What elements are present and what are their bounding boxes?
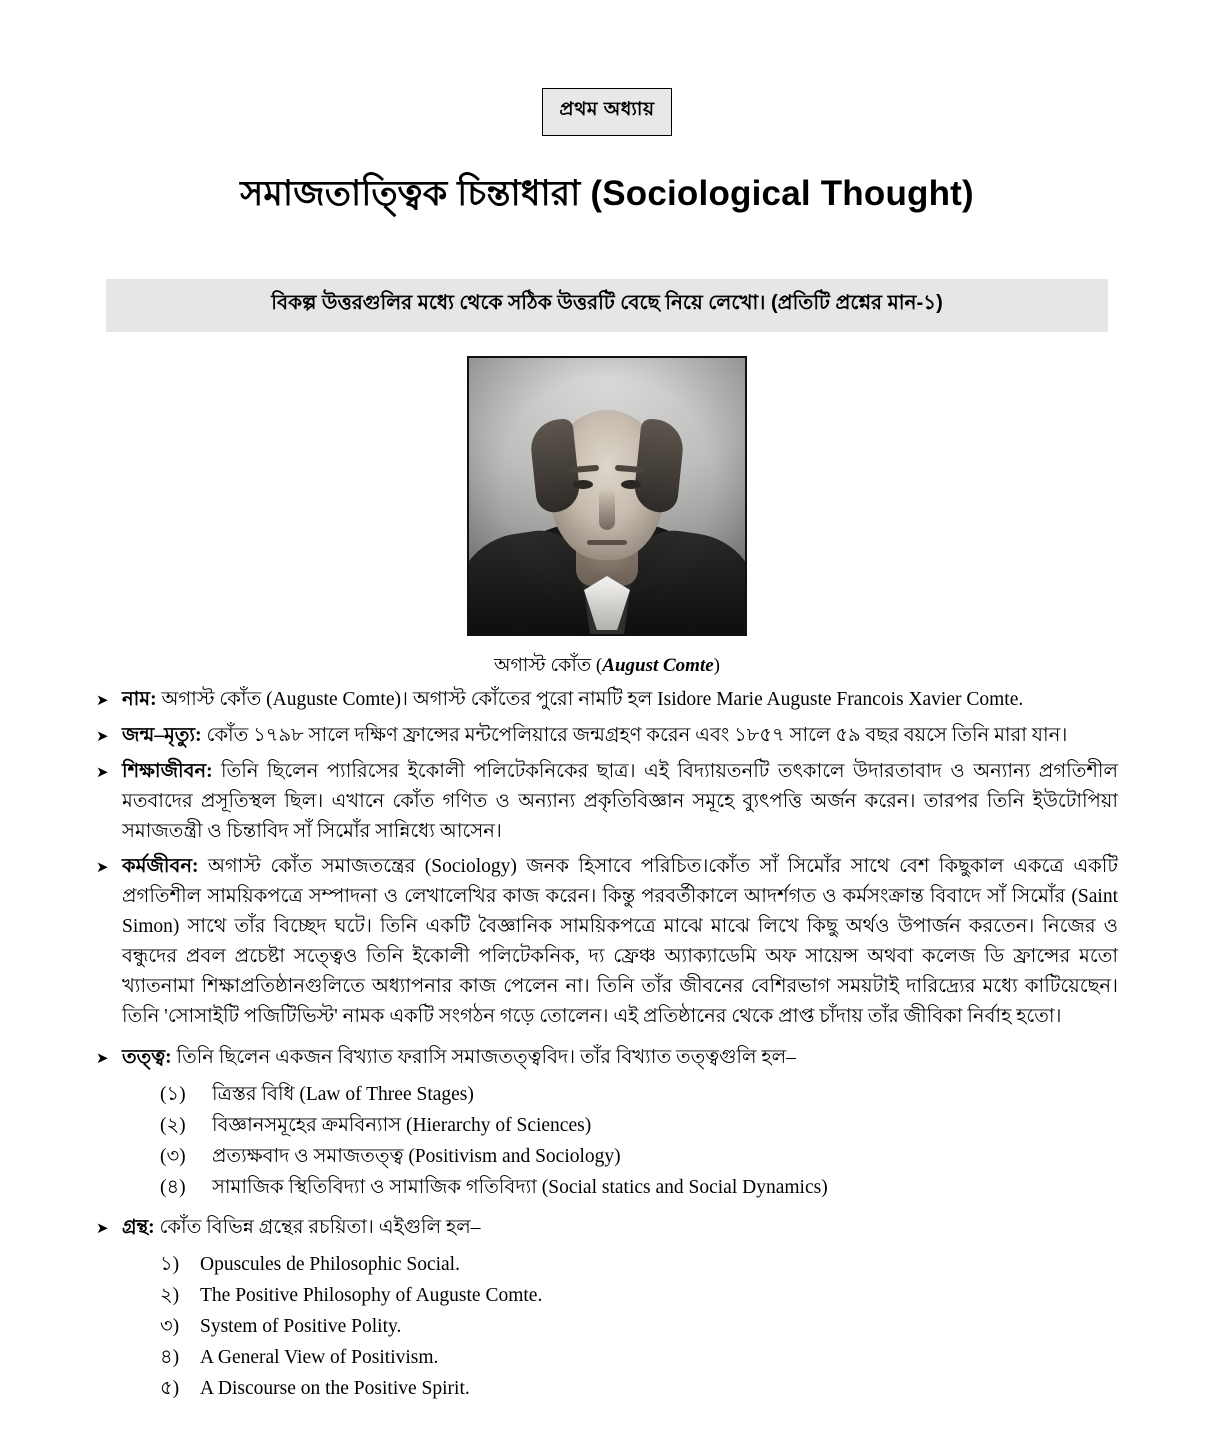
portrait-caption-english: August Comte	[602, 655, 714, 676]
page-title: সমাজতাত্ত্বিক চিন্তাধারা (Sociological Thought)	[240, 174, 974, 213]
sublist-text: বিজ্ঞানসমূহের ক্রমবিন্যাস (Hierarchy of Sciences)	[212, 1115, 592, 1136]
entry-text	[122, 757, 1118, 847]
content-list	[96, 685, 1118, 1404]
sublist-number: ৩)	[160, 1316, 180, 1337]
instruction-banner: বিকল্প উত্তরগুলির মধ্যে থেকে সঠিক উত্তরটি বেছে নিয়ে লেখো। (প্রতিটি প্রশ্নের মান-১)	[106, 279, 1108, 332]
sublist-number: (৪)	[160, 1177, 186, 1198]
portrait-vignette	[469, 358, 745, 634]
list-item	[96, 1213, 1118, 1244]
entry-text	[122, 852, 1118, 1032]
bullet-icon: ➤	[96, 693, 109, 709]
bullet-icon: ➤	[96, 729, 109, 745]
list-item	[96, 685, 1118, 716]
sublist-item	[160, 1172, 1118, 1203]
bullet-icon: ➤	[96, 1051, 109, 1067]
sublist-number: ৫)	[160, 1378, 180, 1399]
entry-label: শিক্ষাজীবন:	[122, 761, 213, 782]
portrait-caption-close: )	[713, 655, 720, 676]
chapter-header	[0, 0, 1214, 136]
sublist-item	[160, 1110, 1118, 1141]
entry-label: জন্ম–মৃত্যু:	[122, 725, 202, 746]
sublist-text: প্রত্যক্ষবাদ ও সমাজতত্ত্ব (Positivism and Sociology)	[212, 1146, 621, 1167]
portrait-block	[0, 356, 1214, 683]
theory-sublist	[160, 1079, 1118, 1203]
sublist-text: ত্রিস্তর বিধি (Law of Three Stages)	[212, 1084, 474, 1105]
bullet-icon: ➤	[96, 765, 109, 781]
entry-body: তিনি ছিলেন প্যারিসের ইকোলী পলিটেকনিকের ছাত্র। এই বিদ্যায়তনটি তৎকালে উদারতাবাদ ও অন্যান্য প্রগতিশীল মতবাদের প্রসূতিস্থল ছিল। এখানে কোঁত গণিত ও অন্যান্য প্রকৃতিবিজ্ঞান সমূহে ব্যুৎপত্তি অর্জন করেন। তারপর তিনি ইউটোপিয়া সমাজতন্ত্রী ও চিন্তাবিদ সাঁ সিমোঁর সান্নিধ্যে আসেন।	[122, 761, 1118, 842]
sublist-text: Opuscules de Philosophic Social.	[200, 1254, 460, 1275]
sublist-text: The Positive Philosophy of Auguste Comte.	[200, 1285, 543, 1306]
chapter-label: প্রথম অধ্যায়	[542, 88, 671, 136]
list-item	[96, 757, 1118, 847]
entry-text	[122, 1213, 1118, 1243]
entry-label: তত্ত্ব:	[122, 1047, 172, 1068]
list-item	[96, 852, 1118, 1032]
sublist-number: ১)	[160, 1254, 180, 1275]
list-item	[96, 1043, 1118, 1074]
portrait-caption	[0, 651, 1214, 683]
portrait-image	[467, 356, 747, 636]
sublist-number: (১)	[160, 1084, 186, 1105]
sublist-item	[160, 1280, 1118, 1311]
sublist-text: A Discourse on the Positive Spirit.	[200, 1378, 470, 1399]
sublist-text: সামাজিক স্থিতিবিদ্যা ও সামাজিক গতিবিদ্যা (Social statics and Social Dynamics)	[212, 1177, 828, 1198]
sublist-item	[160, 1249, 1118, 1280]
entry-body: অগাস্ট কোঁত (Auguste Comte)। অগাস্ট কোঁতের পুরো নামটি হল Isidore Marie Auguste Francois Xavier Comte.	[156, 689, 1024, 710]
sublist-text: System of Positive Polity.	[200, 1316, 402, 1337]
list-item	[96, 721, 1118, 752]
sublist-number: (২)	[160, 1115, 186, 1136]
bullet-icon: ➤	[96, 1221, 109, 1237]
bullet-icon: ➤	[96, 860, 109, 876]
entry-label: কর্মজীবন:	[122, 856, 199, 877]
entry-label: নাম:	[122, 689, 157, 710]
sublist-text: A General View of Positivism.	[200, 1347, 439, 1368]
portrait-caption-bengali: অগাস্ট কোঁত (	[494, 655, 603, 676]
sublist-item	[160, 1079, 1118, 1110]
sublist-number: ২)	[160, 1285, 180, 1306]
entry-label: গ্রন্থ:	[122, 1217, 155, 1238]
sublist-item	[160, 1311, 1118, 1342]
entry-body: কোঁত ১৭৯৮ সালে দক্ষিণ ফ্রান্সের মন্টপেলিয়ারে জন্মগ্রহণ করেন এবং ১৮৫৭ সালে ৫৯ বছর বয়সে তিনি মারা যান।	[201, 725, 1068, 746]
sublist-item	[160, 1373, 1118, 1404]
entry-text	[122, 685, 1118, 715]
sublist-item	[160, 1342, 1118, 1373]
entry-body: তিনি ছিলেন একজন বিখ্যাত ফরাসি সমাজতত্ত্ববিদ। তাঁর বিখ্যাত তত্ত্বগুলি হল–	[171, 1047, 796, 1068]
entry-body: কোঁত বিভিন্ন গ্রন্থের রচয়িতা। এইগুলি হল–	[154, 1217, 481, 1238]
sublist-item	[160, 1141, 1118, 1172]
entry-body: অগাস্ট কোঁত সমাজতন্ত্রের (Sociology) জনক হিসাবে পরিচিত।কোঁত সাঁ সিমোঁর সাথে বেশ কিছুকাল একত্রে একটি প্রগতিশীল সাময়িকপত্রে সম্পাদনা ও লেখালেখির কাজ করেন। কিন্তু পরবর্তীকালে আদর্শগত ও কর্মসংক্রান্ত বিবাদে সাঁ সিমোঁর (Saint Simon) সাথে তাঁর বিচ্ছেদ ঘটে। তিনি একটি বৈজ্ঞানিক সাময়িকপত্রে মাঝে মাঝে লিখে কিছু অর্থও উপার্জন করতেন। নিজের ও বন্ধুদের প্রবল প্রচেষ্টা সত্ত্বেও তিনি ইকোলী পলিটেকনিক, দ্য ফ্রেঞ্চ অ্যাক্যাডেমি অফ সায়েন্স অথবা কলেজ ডি ফ্রান্সের মতো খ্যাতনামা শিক্ষাপ্রতিষ্ঠানগুলিতে অধ্যাপনার কাজ পেলেন না। তিনি তাঁর জীবনের বেশিরভাগ সময়টাই দারিদ্র্যের মধ্যে কাটিয়েছেন।তিনি 'সোসাইটি পজিটিভিস্ট' নামক একটি সংগঠন গড়ে তোলেন। এই প্রতিষ্ঠানের থেকে প্রাপ্ত চাঁদায় তাঁর জীবিকা নির্বাহ হতো।	[122, 856, 1118, 1027]
sublist-number: ৪)	[160, 1347, 180, 1368]
sublist-number: (৩)	[160, 1146, 186, 1167]
books-sublist	[160, 1249, 1118, 1404]
entry-text	[122, 1043, 1118, 1073]
entry-text	[122, 721, 1118, 751]
